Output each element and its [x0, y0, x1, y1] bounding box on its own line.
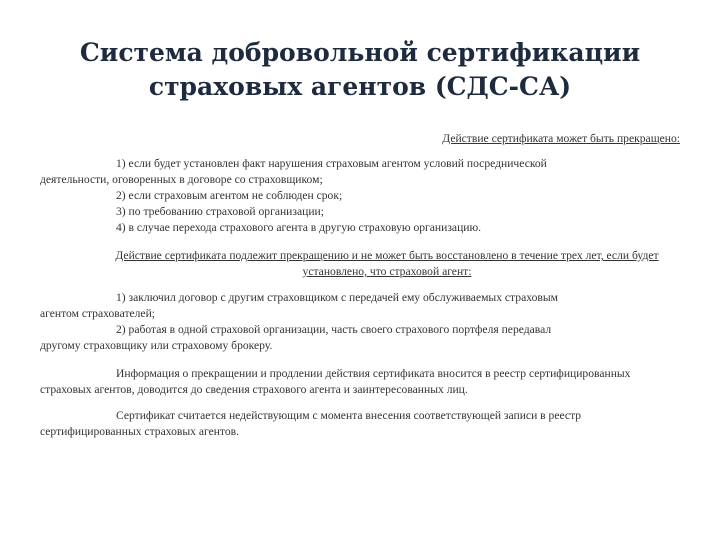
section1-item: 3) по требованию страховой организации; — [116, 205, 324, 218]
certificate-paragraph: Сертификат считается недействующим с момента внесения соответствующей записи в реестр сертифицированных страховых агентов. — [40, 409, 582, 438]
section1-item: деятельности, оговоренных в договоре со страховщиком; — [40, 173, 323, 186]
slide-title: Система добровольной сертификации страховых агентов (СДС-СА) — [79, 38, 641, 101]
section1-item: 1) если будет установлен факт нарушения страховым агентом условий посреднической — [116, 157, 547, 170]
section1-item: 4) в случае перехода страхового агента в другую страховую организацию. — [116, 221, 482, 234]
section2-heading: Действие сертификата подлежит прекращению и не может быть восстановлено в течение трех лет, если будет установлено, что страховой агент: — [115, 249, 659, 278]
section2-item: 2) работая в одной страховой организации, часть своего страхового портфеля передавал — [116, 323, 552, 336]
info-paragraph: Информация о прекращении и продлении действия сертификата вносится в реестр сертифицированных страховых агентов, доводится до сведения страхового агента и заинтересованных лиц. — [40, 367, 631, 396]
section2-item: агентом страхователей; — [40, 307, 156, 320]
section1-item: 2) если страховым агентом не соблюден срок; — [116, 189, 343, 202]
slide-body — [40, 131, 680, 450]
section2-item: 1) заключил договор с другим страховщиком с передачей ему обслуживаемых страховым — [116, 291, 558, 304]
section2-item: другому страховщику или страховому брокеру. — [40, 339, 273, 352]
section1-heading: Действие сертификата может быть прекращено: — [442, 132, 680, 145]
